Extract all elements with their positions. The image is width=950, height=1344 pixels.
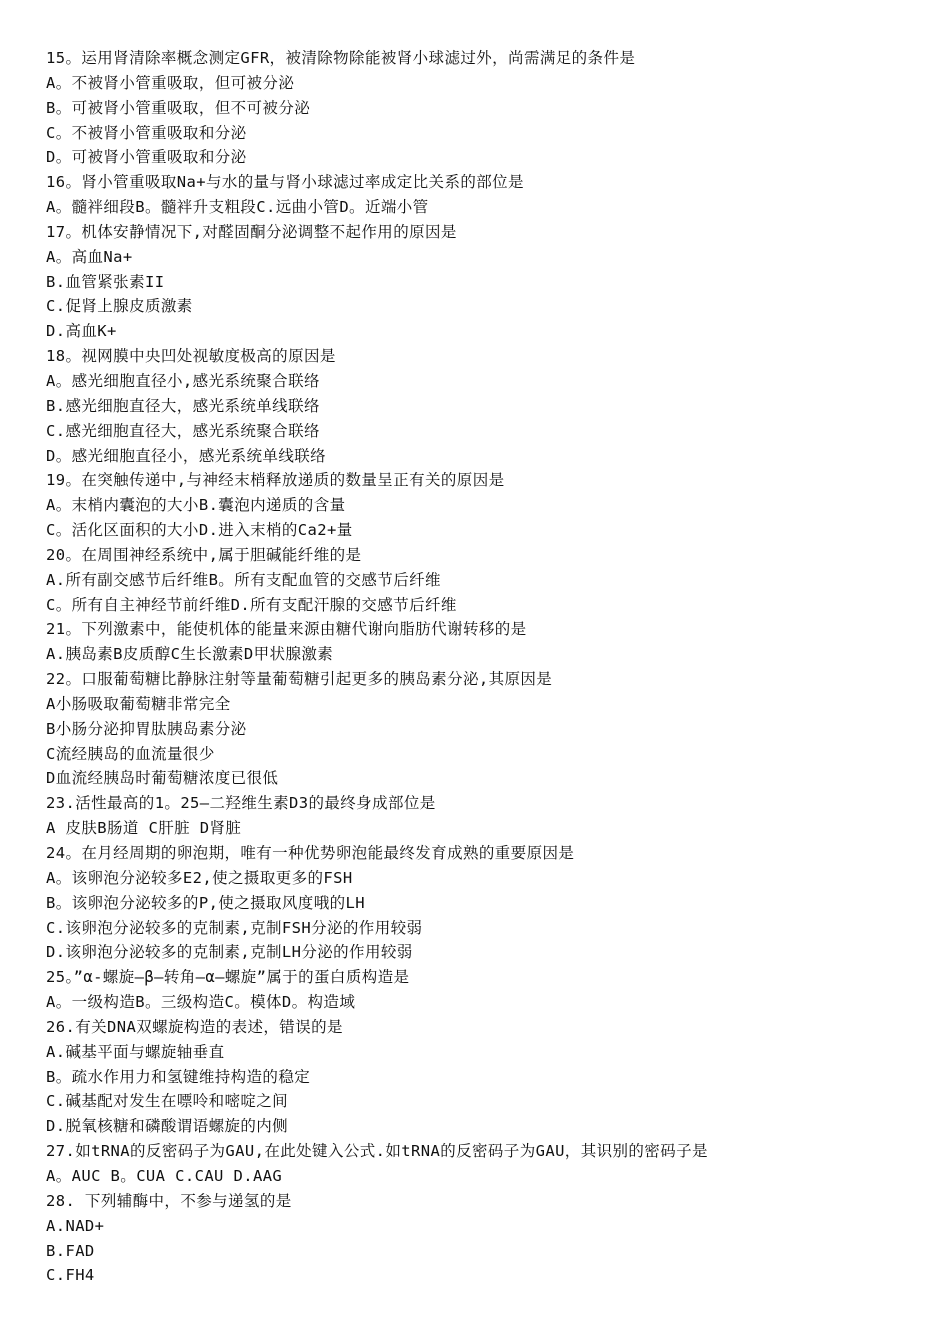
q17-option-c: C.促肾上腺皮质激素 bbox=[46, 297, 193, 316]
q26-option-b: B。疏水作用力和氢键维持构造的稳定 bbox=[46, 1067, 311, 1086]
q15-option-a: A。不被肾小管重吸取，但可被分泌 bbox=[46, 73, 295, 92]
q18-option-a: A。感光细胞直径小,感光系统聚合联络 bbox=[46, 371, 320, 390]
q27-options: A。AUC B。CUA C.CAU D.AAG bbox=[46, 1166, 283, 1185]
q19-options-cd: C。活化区面积的大小D.进入末梢的Ca2+量 bbox=[46, 521, 353, 540]
q21-stem: 21。下列激素中，能使机体的能量来源由糖代谢向脂肪代谢转移的是 bbox=[46, 620, 527, 639]
q19-stem: 19。在突触传递中,与神经末梢释放递质的数量呈正有关的原因是 bbox=[46, 471, 505, 490]
q18-option-d: D。感光细胞直径小，感光系统单线联络 bbox=[46, 446, 327, 465]
q22-option-a: A小肠吸取葡萄糖非常完全 bbox=[46, 694, 231, 713]
q22-option-d: D血流经胰岛时葡萄糖浓度已很低 bbox=[46, 769, 279, 788]
q28-option-a: A.NAD+ bbox=[46, 1216, 105, 1235]
q28-stem: 28. 下列辅酶中，不参与递氢的是 bbox=[46, 1191, 292, 1210]
q22-option-b: B小肠分泌抑胃肽胰岛素分泌 bbox=[46, 719, 247, 738]
q24-stem: 24。在月经周期的卵泡期，唯有一种优势卵泡能最终发育成熟的重要原因是 bbox=[46, 844, 575, 862]
q26-option-c: C.碱基配对发生在嘌呤和嘧啶之间 bbox=[46, 1092, 289, 1111]
q24-option-d: D.该卵泡分泌较多的克制素,克制LH分泌的作用较弱 bbox=[46, 943, 413, 962]
q20-options-ab: A.所有副交感节后纤维B。所有支配血管的交感节后纤维 bbox=[46, 570, 441, 589]
q20-options-cd: C。所有自主神经节前纤维D.所有支配汗腺的交感节后纤维 bbox=[46, 595, 457, 614]
q15-option-d: D。可被肾小管重吸取和分泌 bbox=[46, 148, 247, 167]
q17-option-a: A。高血Na+ bbox=[46, 247, 133, 266]
q15-option-c: C。不被肾小管重吸取和分泌 bbox=[46, 123, 247, 142]
q22-stem: 22。口服葡萄糖比静脉注射等量葡萄糖引起更多的胰岛素分泌,其原因是 bbox=[46, 670, 553, 689]
q27-stem: 27.如tRNA的反密码子为GAU,在此处键入公式.如tRNA的反密码子为GAU，其识别的密码子是 bbox=[46, 1142, 708, 1161]
q17-stem: 17。机体安静情况下,对醛固酮分泌调整不起作用的原因是 bbox=[46, 222, 457, 241]
q23-stem: 23.活性最高的1。25—二羟维生素D3的最终身成部位是 bbox=[46, 794, 436, 813]
q18-option-b: B.感光细胞直径大，感光系统单线联络 bbox=[46, 396, 320, 415]
q23-options: A 皮肤B肠道 C肝脏 D肾脏 bbox=[46, 819, 242, 838]
q19-options-ab: A。末梢内囊泡的大小B.囊泡内递质的含量 bbox=[46, 496, 346, 515]
q26-stem: 26.有关DNA双螺旋构造的表述，错误的是 bbox=[46, 1017, 343, 1036]
q16-stem: 16。肾小管重吸取Na+与水的量与肾小球滤过率成定比关系的部位是 bbox=[46, 173, 524, 192]
q21-options: A.胰岛素B皮质醇C生长激素D甲状腺激素 bbox=[46, 645, 334, 664]
q15-option-b: B。可被肾小管重吸取，但不可被分泌 bbox=[46, 98, 311, 117]
q26-option-a: A.碱基平面与螺旋轴垂直 bbox=[46, 1042, 225, 1061]
q28-option-b: B.FAD bbox=[46, 1241, 95, 1260]
q25-stem: 25。”α-螺旋—β—转角—α—螺旋”属于的蛋白质构造是 bbox=[46, 968, 410, 987]
q17-option-d: D.高血K+ bbox=[46, 322, 117, 341]
q20-stem: 20。在周围神经系统中,属于胆碱能纤维的是 bbox=[46, 545, 362, 564]
q16-options: A。髓袢细段B。髓袢升支粗段C.远曲小管D。近端小管 bbox=[46, 198, 429, 217]
q22-option-c: C流经胰岛的血流量很少 bbox=[46, 744, 215, 763]
q15-stem: 15。运用肾清除率概念测定GFR，被清除物除能被肾小球滤过外，尚需满足的条件是 bbox=[46, 49, 636, 67]
q24-option-b: B。该卵泡分泌较多的P,使之摄取风度哦的LH bbox=[46, 893, 365, 912]
q24-option-c: C.该卵泡分泌较多的克制素,克制FSH分泌的作用较弱 bbox=[46, 918, 423, 937]
document-page bbox=[46, 46, 926, 1288]
q25-options: A。一级构造B。三级构造C。模体D。构造域 bbox=[46, 993, 356, 1012]
q18-option-c: C.感光细胞直径大，感光系统聚合联络 bbox=[46, 421, 320, 440]
q18-stem: 18。视网膜中央凹处视敏度极高的原因是 bbox=[46, 347, 336, 366]
q28-option-c: C.FH4 bbox=[46, 1266, 95, 1285]
q24-option-a: A。该卵泡分泌较多E2,使之摄取更多的FSH bbox=[46, 868, 353, 887]
q17-option-b: B.血管紧张素II bbox=[46, 272, 165, 291]
q26-option-d: D.脱氧核糖和磷酸谓语螺旋的内侧 bbox=[46, 1117, 289, 1136]
